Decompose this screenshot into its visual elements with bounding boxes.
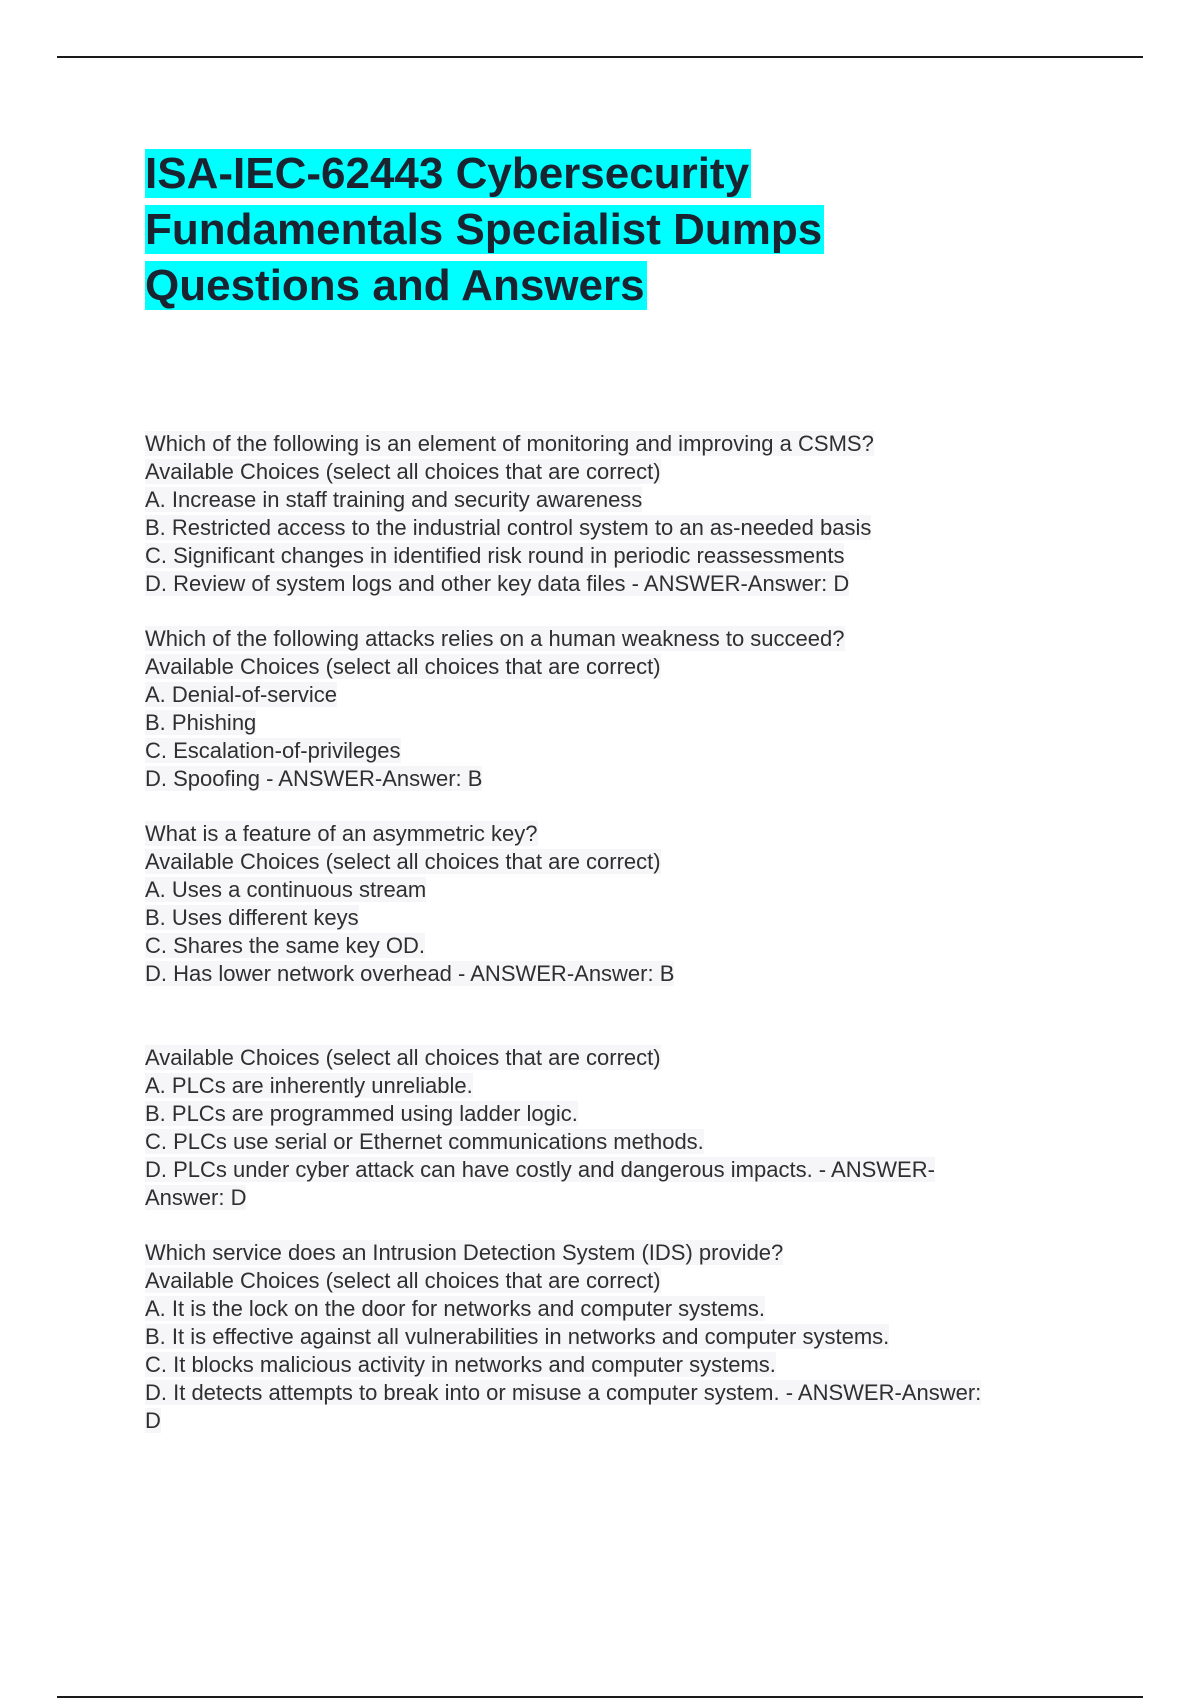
choices-prompt: Available Choices (select all choices that are correct) — [145, 1045, 661, 1070]
choice-item: C. It blocks malicious activity in networks and computer systems. — [145, 1352, 776, 1377]
choice-item: C. Escalation-of-privileges — [145, 738, 401, 763]
choice-item: A. Uses a continuous stream — [145, 877, 427, 902]
bottom-rule — [57, 1696, 1143, 1698]
choice-item-continued: D — [145, 1408, 161, 1433]
choice-item: D. Spoofing - ANSWER-Answer: B — [145, 766, 483, 791]
choice-item: B. PLCs are programmed using ladder logic. — [145, 1101, 578, 1126]
choices-prompt: Available Choices (select all choices that are correct) — [145, 459, 661, 484]
question-block — [145, 1239, 1085, 1435]
choice-item: B. Phishing — [145, 710, 257, 735]
question-text: Which of the following attacks relies on a human weakness to succeed? — [145, 626, 845, 651]
choice-item: C. PLCs use serial or Ethernet communications methods. — [145, 1129, 704, 1154]
title-highlight: ISA-IEC-62443 Cybersecurity Fundamentals Specialist Dumps Questions and Answers — [145, 149, 823, 310]
choice-item-continued: Answer: D — [145, 1185, 247, 1210]
choice-item: B. It is effective against all vulnerabilities in networks and computer systems. — [145, 1324, 890, 1349]
choices-prompt: Available Choices (select all choices that are correct) — [145, 1268, 661, 1293]
question-block — [145, 430, 1085, 598]
choice-item: A. Increase in staff training and security awareness — [145, 487, 643, 512]
document-title — [145, 146, 925, 314]
question-block — [145, 1044, 1085, 1212]
document-body — [145, 146, 1085, 1462]
choice-item: D. It detects attempts to break into or misuse a computer system. - ANSWER-Answer: — [145, 1380, 982, 1405]
question-list — [145, 430, 1085, 1435]
question-text: What is a feature of an asymmetric key? — [145, 821, 538, 846]
choices-prompt: Available Choices (select all choices that are correct) — [145, 654, 661, 679]
question-block — [145, 625, 1085, 793]
choice-item: C. Significant changes in identified risk round in periodic reassessments — [145, 543, 845, 568]
choice-item: B. Uses different keys — [145, 905, 359, 930]
top-rule — [57, 56, 1143, 58]
question-text: Which of the following is an element of monitoring and improving a CSMS? — [145, 431, 874, 456]
choice-item: A. Denial-of-service — [145, 682, 337, 707]
choice-item: C. Shares the same key OD. — [145, 933, 425, 958]
choice-item: A. It is the lock on the door for networks and computer systems. — [145, 1296, 765, 1321]
choice-item: D. Has lower network overhead - ANSWER-Answer: B — [145, 961, 675, 986]
choice-item: D. Review of system logs and other key data files - ANSWER-Answer: D — [145, 571, 850, 596]
choices-prompt: Available Choices (select all choices that are correct) — [145, 849, 661, 874]
choice-item: B. Restricted access to the industrial control system to an as-needed basis — [145, 515, 872, 540]
choice-item: D. PLCs under cyber attack can have costly and dangerous impacts. - ANSWER- — [145, 1157, 935, 1182]
question-text: Which service does an Intrusion Detection System (IDS) provide? — [145, 1240, 784, 1265]
question-block — [145, 820, 1085, 988]
choice-item: A. PLCs are inherently unreliable. — [145, 1073, 473, 1098]
